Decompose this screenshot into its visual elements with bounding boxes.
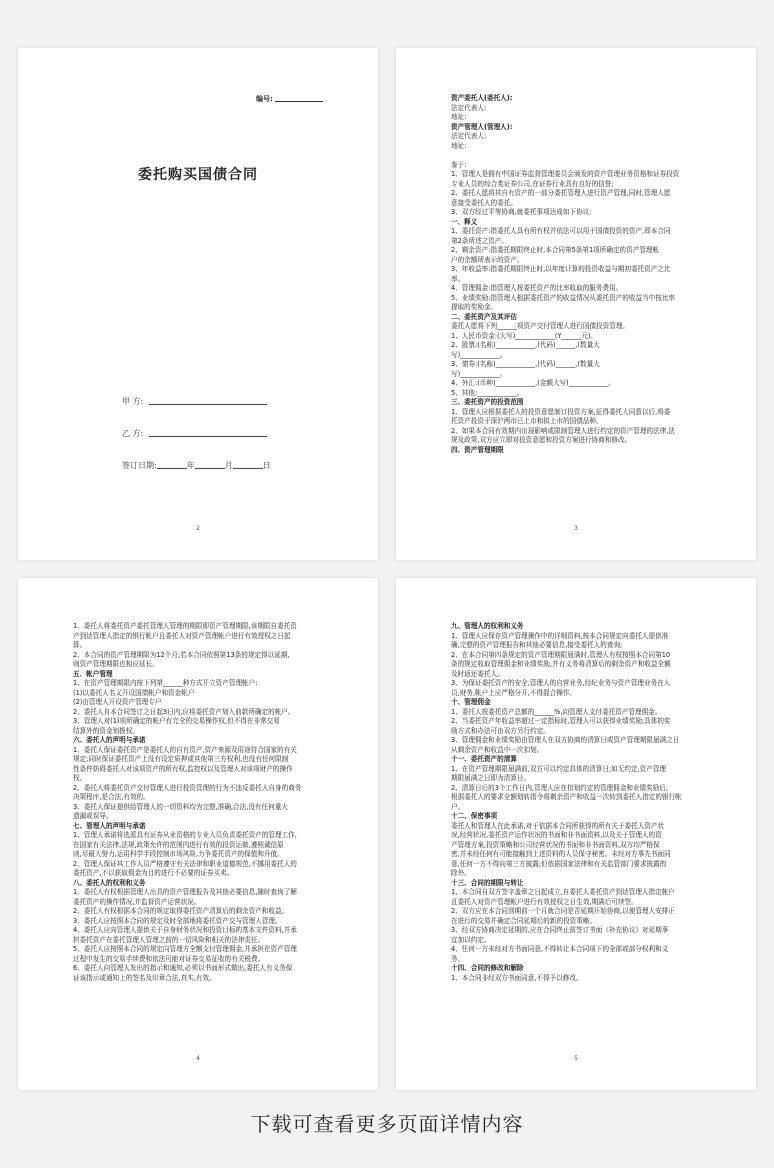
section-heading: 十三、合同的期限与转让 — [451, 878, 524, 887]
section-heading: 五、帐户管理 — [73, 669, 113, 678]
text-line: 2、委托人有权根据本合同的规定取得委托资产清算后的剩余资产和收益。 — [73, 907, 289, 915]
page-body — [73, 622, 332, 983]
text-line: 3、经双方协商决定延期的,应在合同终止前签订书面《补充协议》对延期事 — [451, 926, 669, 934]
text-line: 2、委托人自本合同签订之日起3日内,应将委托资产划入前款所确定的帐户。 — [73, 707, 295, 716]
text-line: 地址: — [451, 113, 467, 121]
text-line: 1、本合同非经双方书面同意,不得予以修改。 — [451, 973, 583, 982]
text-line: 在进行的交易并确定合同延期后的新的投资策略。 — [451, 916, 597, 925]
section-heading: 十一、委托资产的清算 — [451, 755, 517, 763]
text-line: 励方式和办法可由双方另行约定。 — [451, 726, 550, 735]
section-heading: 十二、保密事项 — [451, 812, 498, 820]
text-line: 1、委托资产:指委托人具有所有权并依法可以用于国债投资的资产,即本合同 — [451, 227, 671, 235]
text-line: 法定代表人: — [451, 132, 487, 140]
text-line: 及时返还委托人。 — [451, 669, 504, 678]
text-line: 4、委托人应向管理人提供关于自身财务状况和投资目标的基本文件资料,并承 — [73, 926, 297, 934]
text-line: 性条件妨碍委托人对该项资产的所有权,监控权以及管理人对该项财产的操作 — [73, 764, 293, 773]
text-line: 5、业绩奖励:指管理人根据委托资产的收益情况从委托资产的收益当中按比率 — [451, 293, 676, 302]
text-line: 密,并未经任何有可能接触到上述资料的人员保守秘密。未经对方事先书面同 — [451, 850, 671, 858]
text-line: 确,完整的资产管理报告和其他必要信息,接受委托人的查询; — [451, 641, 623, 649]
cover-page — [18, 48, 378, 560]
text-line: 1、管理人应保存资产管理操作中的详细资料,按本合同规定向委托人提供准 — [451, 631, 669, 640]
party-a: 甲 方: — [122, 396, 267, 407]
text-line: 率。 — [451, 274, 465, 283]
text-line: 1、委托人有权根据管理人出具的资产管理报告及其他必要信息,随时查询了解 — [73, 888, 297, 896]
section-heading: 九、管理人的权利和义务 — [451, 622, 524, 630]
document-page-3 — [396, 48, 756, 560]
page-number: 5 — [574, 1055, 578, 1062]
text-line: 户的余额所表示的资产。 — [451, 255, 524, 264]
text-line: 担委托资产在委托管理人管理之前的一切风险和相关的法律责任。 — [73, 935, 265, 944]
text-line: 地址: — [451, 141, 467, 150]
text-line: 2、剩余资产:指委托期限终止时,本合同第5条第1项所确定的资产管理帐 — [451, 246, 660, 254]
text-line: 5、其他:____________。 — [451, 388, 524, 397]
sign-date: 签订日期: 年 月 日 — [122, 461, 271, 470]
text-line: 1、委托人保证委托资产是委托人的自有资产,资产来源及用途符合国家的有关 — [73, 745, 297, 754]
section-heading: 八、委托人的权利和义务 — [73, 878, 146, 887]
text-line: 托资产投资于深沪两市已上市和拟上市的国债品种。 — [451, 417, 603, 425]
text-line: 权。 — [73, 774, 87, 782]
text-line: (1)以委托人名义开设国债帐户和资金帐户 — [73, 688, 195, 697]
text-line: 2、委托人愿将其自有资产的一部分委托管理人进行资产管理,同时,管理人愿 — [451, 189, 671, 197]
contract-title: 委托购买国债合同 — [138, 167, 258, 183]
text-line: 写)____________。 — [451, 350, 507, 359]
page-number: 4 — [196, 1055, 200, 1062]
text-line: 1、管理人承诺将选派具有证券从业资格的专业人员负责委托资产的管理工作, — [73, 831, 297, 839]
section-heading: 资产管理人(管理人): — [451, 122, 513, 131]
text-line: 3、双方经过平等协商,就委托事项达成如下协议: — [451, 208, 592, 216]
text-line: 且委托人对资产管理帐户进行有效授权之日生效,期满后可续签。 — [451, 897, 638, 906]
section-heading: 四、资产管理期限 — [451, 445, 504, 454]
number-blank — [275, 101, 323, 102]
text-line: 遗漏或误导。 — [73, 812, 113, 820]
text-line: 过程中发生的交易手续费和依法可能对证券交易征收的有关税费。 — [73, 954, 265, 963]
text-line: 1、管理人应根据委托人的投资意愿制订投资方案,征得委托人同意以后,将委 — [451, 407, 671, 416]
text-line: 3、为保证委托资产的安全,管理人的自营业务,经纪业务与资产管理业务在人 — [451, 679, 671, 687]
text-line: 规定;同时保证委托资产上没有设定质押或其他第三方权利,也没有任何限制 — [73, 755, 289, 763]
text-line: 2、清算日后的3个工作日内,管理人应在扣划约定的管理佣金和业绩奖励后, — [451, 783, 668, 792]
party-a-blank — [149, 404, 267, 405]
text-line: 根据委托人的要求全额划转指令将剩余资产和收益一次转到委托人指定的银行帐 — [451, 793, 682, 801]
section-heading: 资产委托人(委托人): — [451, 94, 513, 102]
text-line: 从剩余资产和收益中一次扣划。 — [451, 745, 544, 754]
text-line: 1、委托人按委托资产总额的______%,向管理人支付委托资产管理佣金。 — [451, 707, 662, 716]
section-heading: 二、委托资产及其评估 — [451, 312, 517, 321]
text-line: 委托资产,不以获取佣金为目的进行不必要的证券买卖。 — [73, 869, 234, 877]
text-line: 鉴于: — [451, 160, 467, 169]
party-b-blank — [149, 436, 267, 437]
text-line: 结算外的资金划拨权。 — [73, 726, 139, 735]
text-line: 2、本合同的资产管理期限为12个月;若本合同依照第13条的规定得以延期, — [73, 650, 290, 659]
text-line: 5、委托人应按照本合同的规定向管理方全额支付管理佣金,并承担在资产管理 — [73, 945, 297, 953]
text-line: 决策程序,是合法,有效的。 — [73, 793, 150, 801]
text-line: 4、外汇:(币种)____________,(金额大写)____________。 — [451, 379, 615, 387]
page-body — [451, 622, 710, 983]
text-line: 委托人愿将下列______项资产交付管理人进行国债投资管理。 — [451, 322, 630, 330]
page-number: 3 — [574, 525, 578, 532]
text-line: 况,经营状况,委托资产运作状况的书面和非书面资料,以及关于管理人的资 — [451, 831, 662, 839]
text-line: 算。 — [73, 641, 87, 649]
text-line: 专业人员的综合类证券公司,在证券行业具有良好的信誉; — [451, 179, 614, 188]
text-line: 1、管理人是拥有中国证券监督管理委员会颁发的资产管理业务资格和证券投资 — [451, 170, 680, 178]
text-line: 写)____________。 — [451, 369, 507, 378]
text-line: 2、管理人保证其工作人员严格遵守有关法律和职业道德规范,不挪用委托人的 — [73, 859, 297, 868]
text-line: 1、委托人将委托资产委托管理人管理的期限即资产管理期限,该期限自委托资 — [73, 622, 297, 630]
download-caption[interactable]: 下载可查看更多页面详情内容 — [250, 1112, 524, 1136]
text-line: 2、当委托资产年收益率超过一定指标时,管理人可以获得业绩奖励;具体的奖 — [451, 717, 671, 725]
text-line: 6、委托人向管理人发出的指示和通知,必须以书面形式做出,委托人有义务保 — [73, 964, 293, 972]
text-line: 3、债券:(名称)____________,(代码)______,(数量大 — [451, 360, 600, 368]
party-b: 乙 方: — [122, 428, 267, 439]
text-line: 产管理方案,投资策略和公司经营状况的书面和非书面资料,双方均严格保 — [451, 840, 660, 849]
section-heading: 十、管理佣金 — [451, 698, 491, 706]
contract-number: 编号: — [256, 94, 323, 104]
text-line: 1、在资产管理期限届满前,双方可以约定具体的清算日;如无约定,资产管理 — [451, 764, 667, 773]
text-line: 3、年收益率:指委托期限终止时,以年度计算的投资收益与期初委托资产之比 — [451, 265, 671, 273]
text-line: 2、委托人将委托资产交付管理人进行投资管理的行为不违反委托人自身的商务 — [73, 783, 302, 792]
text-line: 2、在本合同第四条规定的资产管理期限届满时,管理人有权按照本合同第10 — [451, 650, 671, 659]
text-line: 在国家有关法律,法规,政策允许的范围内进行有效的投资运做,遵照诚信原 — [73, 840, 284, 849]
page-number: 2 — [196, 525, 200, 532]
text-line: 1、人民币资金:(大写)____________(Y______元)。 — [451, 331, 598, 340]
text-line: 2、双方应在本合同到期前一个月就合同是否延期开始协商,以便管理人安排正 — [451, 907, 675, 915]
text-line: 3、委托人保证提供给管理人的一切资料均为完整,准确,合法,没有任何重大 — [73, 802, 288, 811]
text-line: 规及政策,双方应立即对投资意愿和投资方案进行协商和修改。 — [451, 436, 632, 444]
text-line: 法定代表人: — [451, 103, 487, 112]
text-line: 第2条所述之资产。 — [451, 236, 508, 245]
text-line: 4、任何一方未经对方书面同意,不得转让本合同项下的全部或部分权利和义 — [451, 945, 669, 953]
text-line: 则,尽最大努力,运用科学手段控制市场风险,力争委托资产的保值和升值。 — [73, 850, 284, 858]
text-line: 委托资产的操作情况,并监督资产运营状况。 — [73, 897, 201, 906]
text-line: 委托人和管理人在此承诺,对于依据本合同所获得的所有关于委托人资产状 — [451, 821, 665, 830]
text-line: 产到达管理人指定的银行帐户且委托人对资产管理帐户进行有效授权之日起 — [73, 631, 291, 640]
text-line: 证该指示或通知上的签名及印章合法,真实,有效。 — [73, 973, 216, 982]
text-line: 1、在资产管理期限内按下列第______种方式开立资产管理帐户: — [73, 679, 258, 687]
text-line: 3、管理佣金和业绩奖励由管理人在双方协商的清算日或资产管理期限届满之日 — [451, 736, 680, 744]
text-line: 4、管理佣金:指管理人按委托资产的比率收取的服务费用。 — [451, 284, 623, 292]
section-heading: 一、释义 — [451, 217, 478, 226]
section-heading: 六、委托人的声明与承诺 — [73, 736, 146, 744]
text-line: 条的规定收取管理佣金和业绩奖励,并有义务将清算后的剩余资产和收益全额 — [451, 660, 671, 668]
document-page-4 — [18, 578, 378, 1090]
text-line: 意接受委托人的委托。 — [451, 198, 517, 207]
text-line: 期限届满之日即为清算日。 — [451, 774, 531, 782]
text-line: 除外。 — [451, 869, 471, 877]
page-body — [451, 94, 710, 455]
text-line: (2)由管理人开设资产管理专户 — [73, 698, 162, 706]
section-heading: 七、管理人的声明与承诺 — [73, 821, 146, 830]
text-line: 意,任何一方不得向第三方披露;但依据国家法律和有关监管部门要求披露的 — [451, 859, 667, 868]
text-line: 2、股票:(名称)____________,(代码)______,(数量大 — [451, 341, 600, 349]
section-heading: 十四、合同的修改和解除 — [451, 964, 524, 972]
text-line: 2、如果本合同有效期内出现影响或限制管理人进行约定的资产管理的法律,法 — [451, 426, 675, 435]
document-page-5 — [396, 578, 756, 1090]
text-line: 提取的奖励金。 — [451, 303, 498, 311]
text-line: 员,财务,帐户上应严格分开,不得混合操作。 — [451, 688, 576, 697]
text-line: 1、本合同自双方签字盖章之日起成立,自委托人委托资产到达管理人指定帐户 — [451, 888, 675, 896]
text-line: 3、委托人应按照本合同的规定及时全部地将委托资产交与管理人管理。 — [73, 916, 282, 925]
text-line: 户。 — [451, 802, 465, 811]
text-line: 则资产管理期限也相应延长。 — [73, 660, 159, 668]
text-line: 宜加以约定。 — [451, 935, 491, 944]
text-line — [451, 151, 710, 161]
section-heading: 三、委托资产的投资范围 — [451, 398, 524, 406]
text-line: 务。 — [451, 954, 465, 963]
text-line: 3、管理人对(1)项所确定的帐户有完全的交易操作权,但不得在非常交易 — [73, 717, 280, 725]
